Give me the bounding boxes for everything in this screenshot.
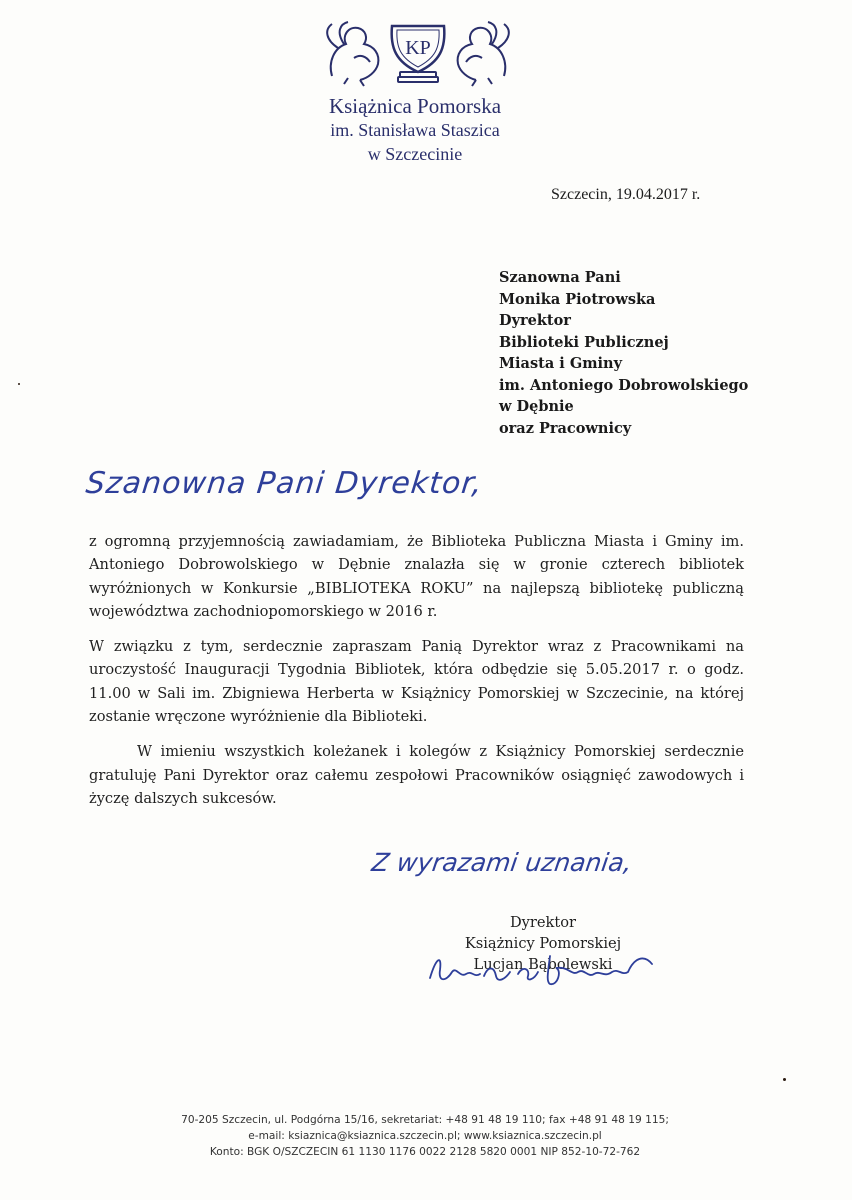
org-line-3: w Szczecinie bbox=[367, 144, 463, 164]
body-paragraph-2: W związku z tym, serdecznie zapraszam Panią Dyrektor wraz z Pracownikami na uroczystość Inauguracji Tygodnia Bibliotek, która odbędzie się 5.05.2017 r. o godz. 11.00 w Sali im. Zbigniewa Herberta w Książnicy Pomorskiej w Szczecinie, na której zostanie wręczone wyróżnienie dla Biblioteki. bbox=[89, 638, 744, 726]
addressee-line: Miasta i Gminy bbox=[499, 355, 623, 372]
addressee-block bbox=[499, 267, 829, 439]
letter-date: Szczecin, 19.04.2017 r. bbox=[551, 186, 701, 203]
logo-monogram: KP bbox=[405, 37, 431, 59]
signer-name: Lucjan Bąbolewski bbox=[473, 956, 613, 973]
footer-address: 70-205 Szczecin, ul. Podgórna 15/16, sekretariat: +48 91 48 19 110; fax +48 91 48 19 115; bbox=[181, 1114, 669, 1126]
addressee-line: w Dębnie bbox=[499, 398, 574, 415]
letter-footer bbox=[150, 1112, 700, 1160]
body-paragraph-1: z ogromną przyjemnością zawiadamiam, że Biblioteka Publiczna Miasta i Gminy im. Antoniego Dobrowolskiego w Dębnie znalazła się w gronie czterech bibliotek wyróżnionych w Konkursie „BIBLIOTEKA ROKU” na najlepszą bibliotekę publiczną województwa zachodniopomorskiego w 2016 r. bbox=[89, 533, 744, 620]
org-line-2: im. Stanisława Staszica bbox=[330, 120, 500, 140]
paper-speck bbox=[783, 1078, 786, 1081]
letterhead-org bbox=[230, 94, 600, 166]
library-logo-icon bbox=[318, 18, 518, 88]
addressee-line: Monika Piotrowska bbox=[499, 290, 656, 308]
org-name: Książnica Pomorska bbox=[328, 94, 502, 118]
handwritten-closing: Z wyrazami uznania, bbox=[369, 848, 634, 877]
letter-body bbox=[89, 530, 744, 822]
addressee-line: Szanowna Pani bbox=[499, 269, 621, 286]
footer-contact: e-mail: ksiaznica@ksiaznica.szczecin.pl; www.ksiaznica.szczecin.pl bbox=[248, 1130, 602, 1142]
body-paragraph-3: W imieniu wszystkich koleżanek i kolegów z Książnicy Pomorskiej serdecznie gratuluję Pani Dyrektor oraz całemu zespołowi Pracowników osiągnięć zawodowych i życzę dalszych sukcesów. bbox=[89, 743, 744, 807]
addressee-line: Dyrektor bbox=[499, 312, 571, 329]
addressee-line: im. Antoniego Dobrowolskiego bbox=[499, 376, 749, 394]
addressee-line: Biblioteki Publicznej bbox=[499, 333, 669, 351]
signer-institution: Książnicy Pomorskiej bbox=[464, 935, 622, 952]
addressee-line: oraz Pracownicy bbox=[499, 419, 632, 437]
handwritten-signature-icon bbox=[422, 948, 662, 990]
signer-title: Dyrektor bbox=[509, 914, 577, 931]
footer-bank: Konto: BGK O/SZCZECIN 61 1130 1176 0022 2128 5820 0001 NIP 852-10-72-762 bbox=[209, 1146, 641, 1158]
handwritten-greeting: Szanowna Pani Dyrektor, bbox=[84, 466, 485, 501]
paper-speck bbox=[18, 383, 20, 385]
